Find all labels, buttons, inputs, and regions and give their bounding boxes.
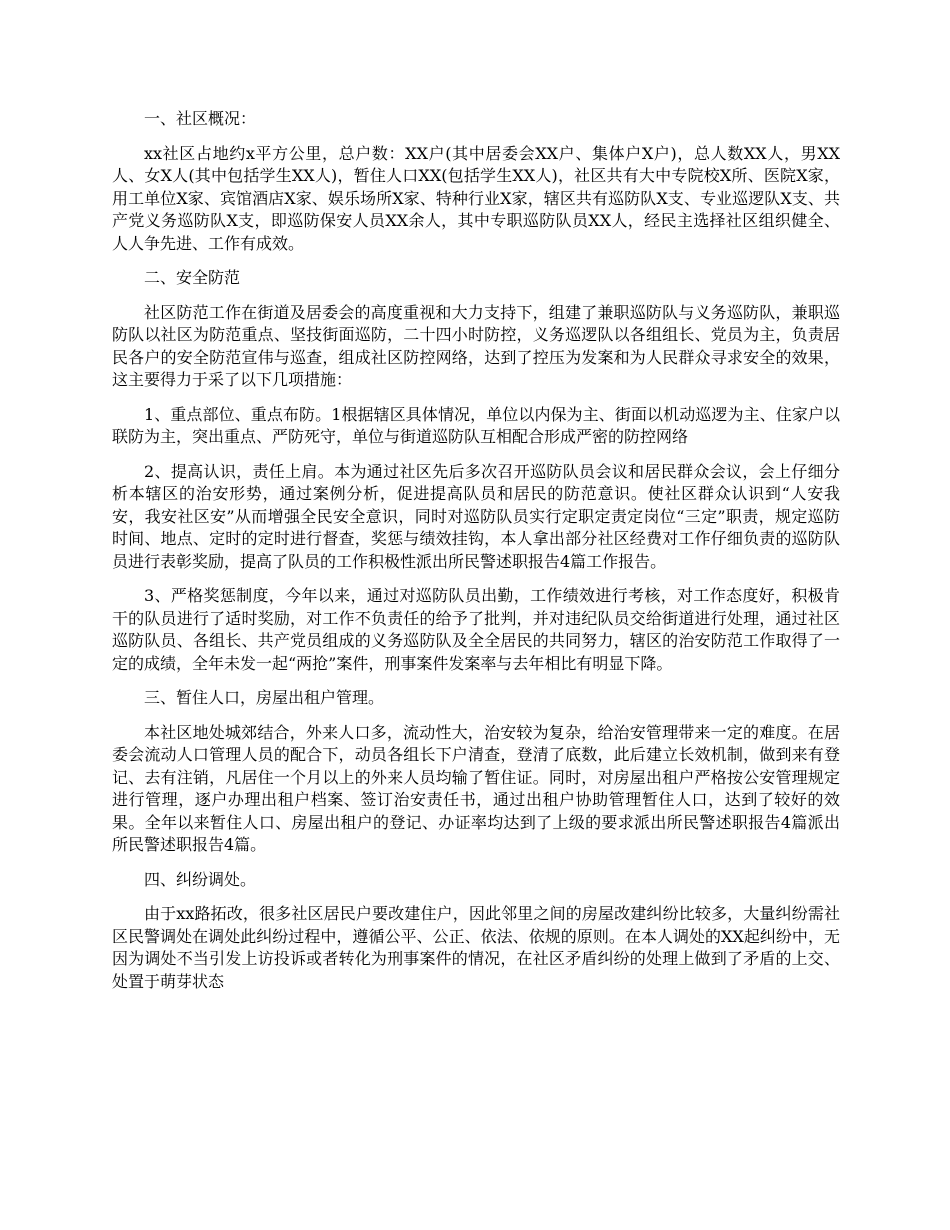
document-body	[112, 108, 840, 1005]
paragraph: 由于xx路拓改，很多社区居民户要改建住户，因此邻里之间的房屋改建纠纷比较多，大量纠纷需社区民警调处在调处此纠纷过程中，遵循公平、公正、依法、依规的原则。在本人调处的XX起纠纷中，无因为调处不当引发上访投诉或者转化为刑事案件的情况，在社区矛盾纠纷的处理上做到了矛盾的上交、处置于萌芽状态	[112, 904, 840, 991]
section-heading: 四、纠纷调处。	[144, 869, 257, 889]
paragraph: 2、提高认识，责任上肩。本为通过社区先后多次召开巡防队员会议和居民群众会议，会上仔细分析本辖区的治安形势，通过案例分析，促进提高队员和居民的防范意识。使社区群众认识到“人安我安，我安社区安”从而增强全民安全意识，同时对巡防队员实行定职定责定岗位“三定”职责，规定巡防时间、地点、定时的定时进行督查，奖惩与绩效挂钩，本人拿出部分社区经费对工作仔细负责的巡防队员进行表彰奖励，提高了队员的工作积极性派出所民警述职报告4篇工作报告。	[112, 461, 840, 571]
section-dispute-mediation	[112, 869, 840, 994]
paragraph: xx社区占地约x平方公里，总户数：XX户(其中居委会XX户、集体户X户)，总人数XX人，男XX人、女X人(其中包括学生XX人)，暂住人口XX(包括学生XX人)，社区共有大中专院校X所、医院X家，用工单位X家、宾馆酒店X家、娱乐场所X家、特种行业X家，辖区共有巡防队X支、专业巡逻队X支、共产党义务巡防队X支，即巡防保安人员XX余人，其中专职巡防队员XX人，经民主选择社区组织健全、人人争先进、工作有成效。	[112, 143, 840, 253]
section-security	[112, 267, 840, 675]
section-heading: 二、安全防范	[144, 268, 241, 287]
section-overview	[112, 108, 840, 255]
section-heading: 一、社区概况：	[144, 109, 257, 128]
section-heading: 三、暂住人口，房屋出租户管理。	[144, 688, 385, 707]
paragraph: 3、严格奖惩制度，今年以来，通过对巡防队员出勤，工作绩效进行考核，对工作态度好，积极肯干的队员进行了适时奖励，对工作不负责任的给予了批判，并对违纪队员交给街道进行处理，通过社区巡防队员、各组长、共产党员组成的义务巡防队及全全居民的共同努力，辖区的治安防范工作取得了一定的成绩，全年未发一起“两抢”案件，刑事案件发案率与去年相比有明显下降。	[112, 586, 840, 673]
section-temporary-residents	[112, 687, 840, 857]
paragraph: 本社区地处城郊结合，外来人口多，流动性大，治安较为复杂，给治安管理带来一定的难度。在居委会流动人口管理人员的配合下，动员各组长下户清查，登清了底数，此后建立长效机制，做到来有登记、去有注销，凡居住一个月以上的外来人员均输了暂住证。同时，对房屋出租户严格按公安管理规定进行管理，逐户办理出租户档案、签订治安责任书，通过出租户协助管理暂住人口，达到了较好的效果。全年以来暂住人口、房屋出租户的登记、办证率均达到了上级的要求派出所民警述职报告4篇派出所民警述职报告4篇。	[112, 722, 840, 854]
paragraph: 1、重点部位、重点布防。1根据辖区具体情况，单位以内保为主、街面以机动巡逻为主、住家户以联防为主，突出重点、严防死守，单位与街道巡防队互相配合形成严密的防控网络	[112, 404, 840, 446]
paragraph: 社区防范工作在街道及居委会的高度重视和大力支持下，组建了兼职巡防队与义务巡防队，兼职巡防队以社区为防范重点、坚技街面巡防，二十四小时防控，义务巡逻队以各组组长、党员为主，负责居民各户的安全防范宣伟与巡查，组成社区防控网络，达到了控压为发案和为人民群众寻求安全的效果，这主要得力于采了以下几项措施：	[112, 302, 840, 389]
